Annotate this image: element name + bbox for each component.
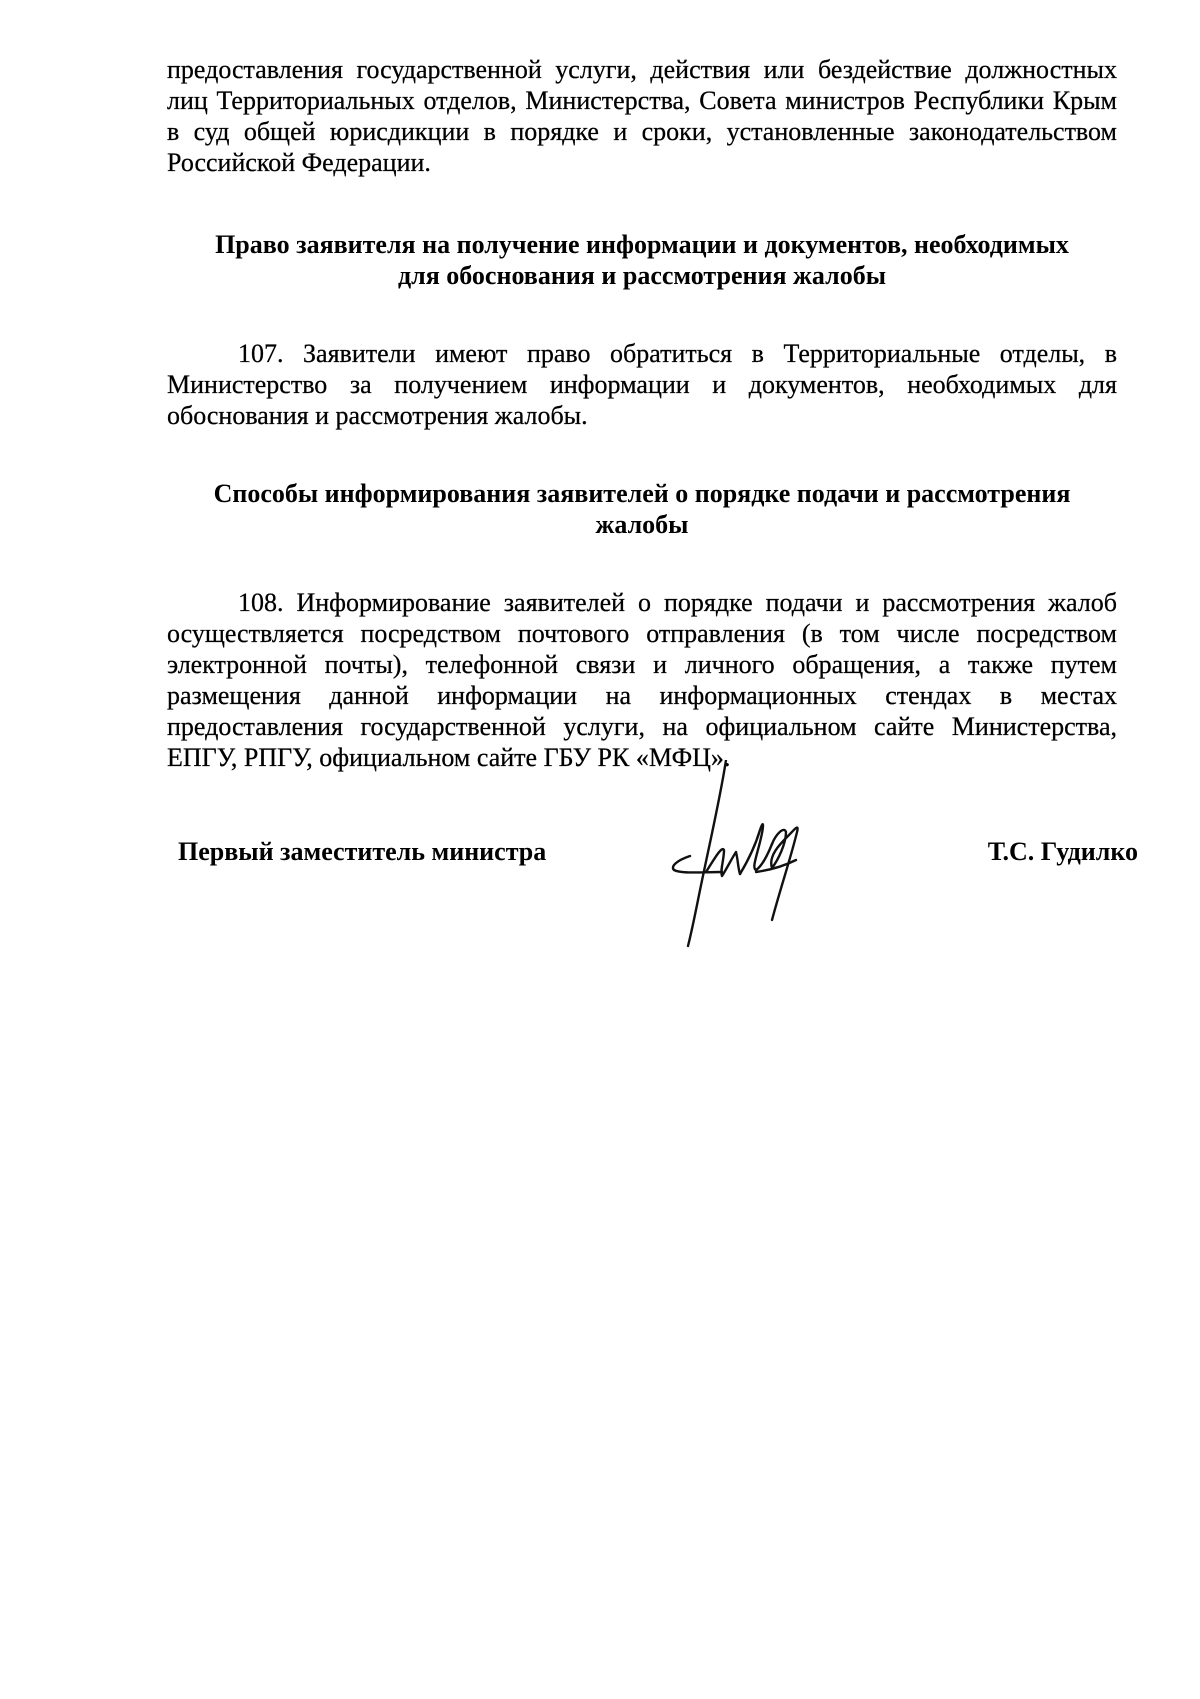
handwritten-signature [660, 760, 860, 950]
heading-right-to-information [167, 229, 1117, 291]
paragraph-107: 107. Заявители имеют право обратиться в Территориальные отделы, в Министерство за получением информации и документов, необходимых для обоснования и рассмотрения жалобы. [167, 339, 1117, 430]
signatory-name: Т.С. Гудилко [987, 837, 1138, 866]
heading-line: для обоснования и рассмотрения жалобы [397, 261, 887, 290]
signature-block [178, 836, 1138, 876]
heading-informing-methods [167, 478, 1117, 540]
heading-line: Право заявителя на получение информации и документов, необходимых [215, 230, 1069, 259]
paragraph-appeal-continuation: предоставления государственной услуги, действия или бездействие должностных лиц Территориальных отделов, Министерства, Совета министров Республики Крым в суд общей юрисдикции в порядке и сроки, установленные законодательством Российской Федерации. [167, 55, 1117, 177]
signatory-title: Первый заместитель министра [178, 837, 547, 866]
heading-line: жалобы [595, 510, 689, 539]
paragraph-108: 108. Информирование заявителей о порядке подачи и рассмотрения жалоб осуществляется посредством почтового отправления (в том числе посредством электронной почты), телефонной связи и личного обращения, а также путем размещения данной информации на информационных стендах в местах предоставления государственной услуги, на официальном сайте Министерства, ЕПГУ, РПГУ, официальном сайте ГБУ РК «МФЦ». [167, 588, 1117, 772]
heading-line: Способы информирования заявителей о порядке подачи и рассмотрения [213, 479, 1071, 508]
